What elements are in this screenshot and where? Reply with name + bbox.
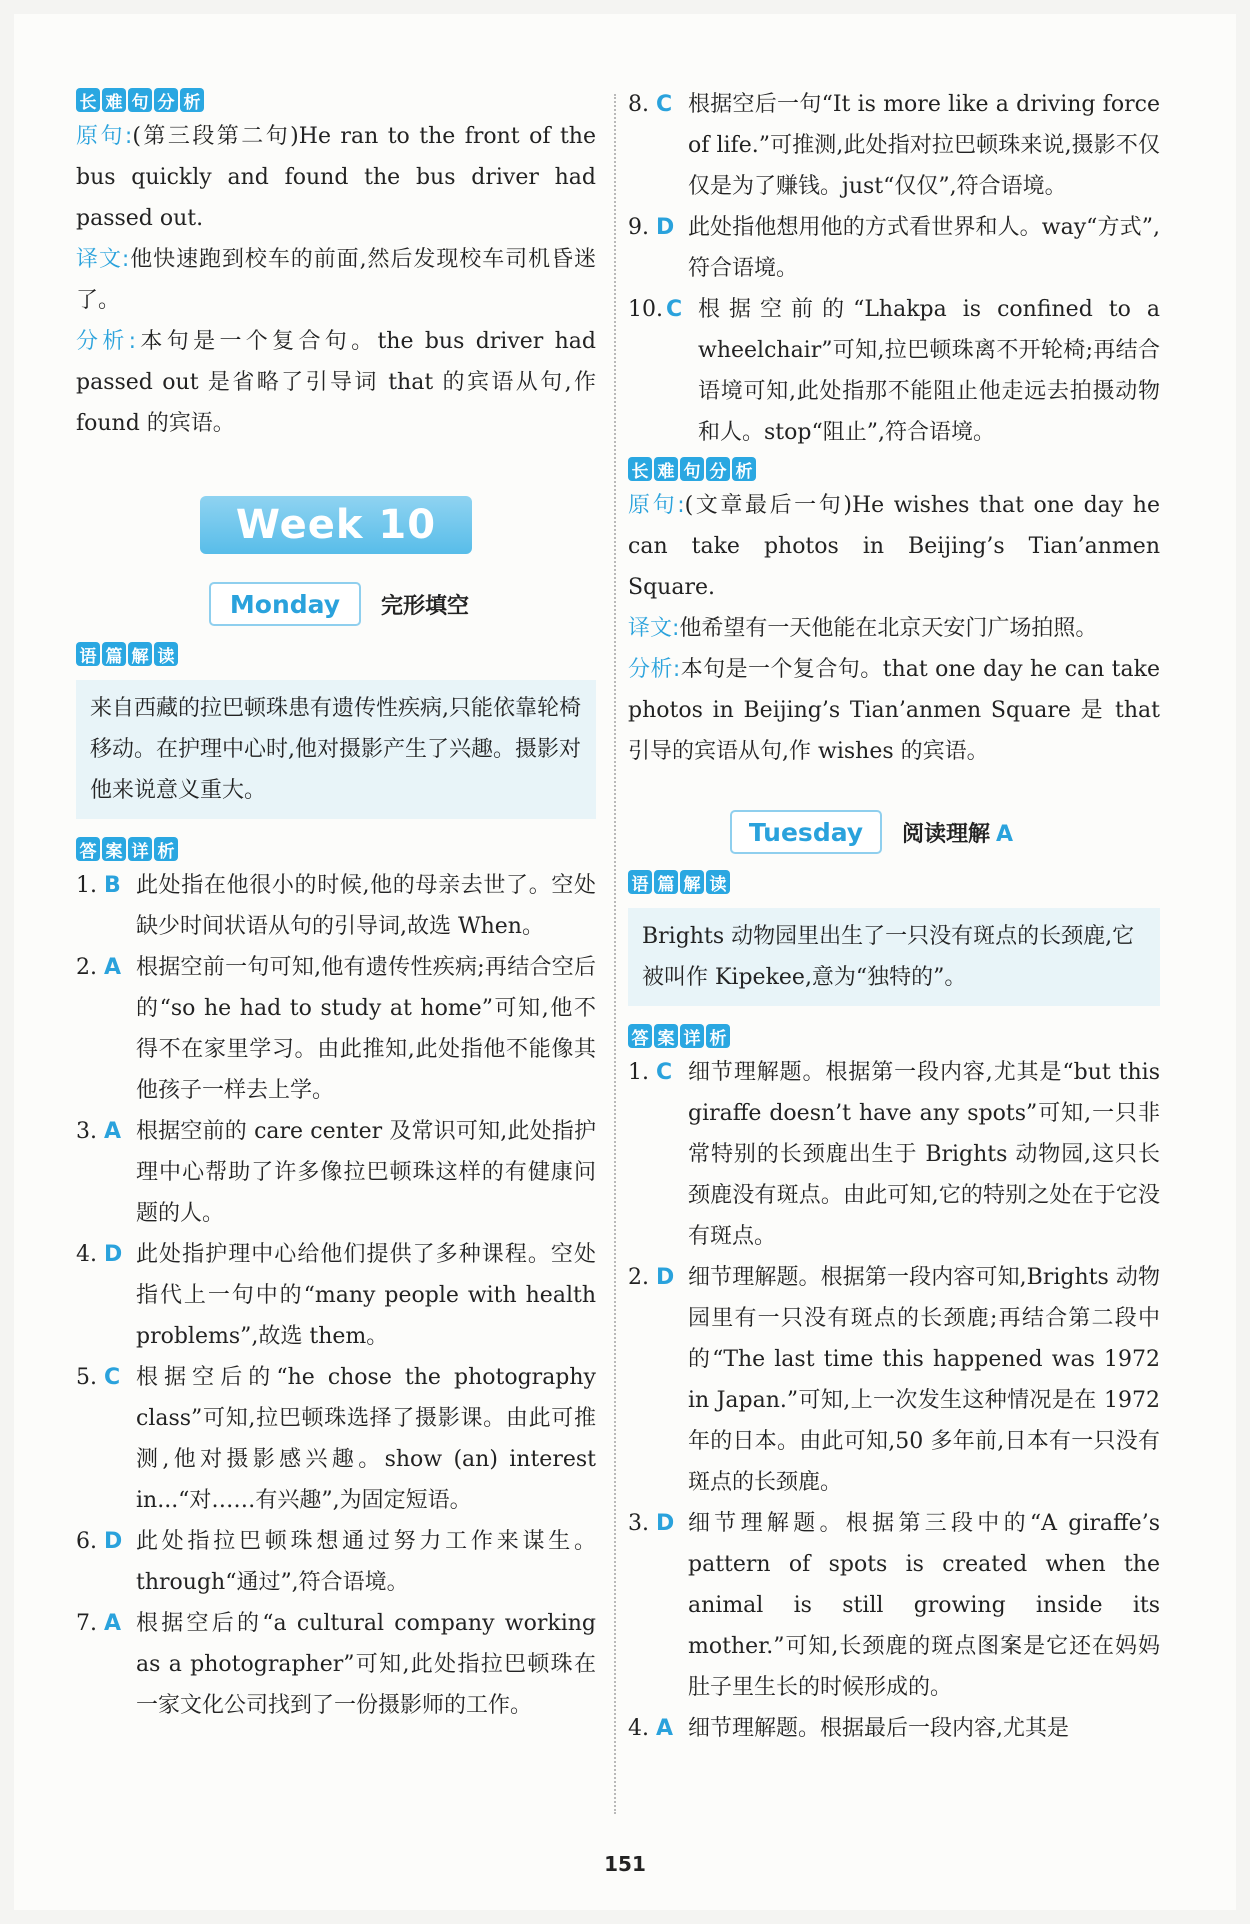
item-explanation: 根据空后一句“It is more like a driving force of life.”可推测,此处指对拉巴顿珠来说,摄影不仅仅是为了赚钱。just“仅仅”,符合语境。 [688, 92, 1160, 199]
badge-char: 析 [706, 1024, 730, 1048]
badge-char: 分 [154, 88, 178, 112]
item-answer: A [104, 955, 122, 980]
item-explanation: 根据空前的“Lhakpa is confined to a wheelchair”可知,拉巴顿珠离不开轮椅;再结合语境可知,此处指那不能阻止他走远去拍摄动物和人。stop“阻止”,符合语境。 [698, 297, 1160, 445]
item-explanation: 根据空前一句可知,他有遗传性疾病;再结合空后的“so he had to study at home”可知,他不得不在家里学习。由此推知,此处指他不能像其他孩子一样去上学。 [136, 955, 596, 1103]
left-column [76, 84, 596, 1726]
item-number: 2. [628, 1265, 649, 1290]
item-explanation: 此处指他想用他的方式看世界和人。way“方式”,符合语境。 [688, 215, 1160, 281]
item-explanation: 根据空后的“a cultural company working as a photographer”可知,此处指拉巴顿珠在一家文化公司找到了一份摄影师的工作。 [136, 1611, 596, 1718]
item-answer: A [104, 1119, 122, 1144]
badge-char: 难 [654, 457, 678, 481]
item-answer: B [104, 873, 121, 898]
answer-item [76, 865, 596, 947]
original-text: (文章最后一句)He wishes that one day he can take photos in Beijing’s Tian’anmen Square. [628, 493, 1160, 600]
item-answer: D [104, 1529, 123, 1554]
item-answer: D [104, 1242, 123, 1267]
answer-item [76, 1603, 596, 1726]
answer-item [628, 84, 1160, 207]
day-label: Monday [209, 582, 361, 626]
translation-text: 他快速跑到校车的前面,然后发现校车司机昏迷了。 [76, 247, 596, 313]
badge-char: 详 [128, 837, 152, 861]
badge-char: 难 [102, 88, 126, 112]
badge-char: 析 [180, 88, 204, 112]
badge-char: 句 [128, 88, 152, 112]
section-badge-answers [628, 1024, 1160, 1048]
badge-char: 答 [628, 1024, 652, 1048]
translation-text: 他希望有一天他能在北京天安门广场拍照。 [679, 616, 1098, 641]
answer-item [76, 1521, 596, 1603]
answer-item [76, 947, 596, 1111]
badge-char: 详 [680, 1024, 704, 1048]
item-explanation: 此处指护理中心给他们提供了多种课程。空处指代上一句中的“many people with health problems”,故选 them。 [136, 1242, 596, 1349]
answer-item [628, 289, 1160, 453]
badge-char: 解 [128, 642, 152, 666]
item-number: 4. [628, 1716, 649, 1741]
badge-char: 案 [102, 837, 126, 861]
day-label: Tuesday [730, 810, 882, 854]
item-answer: A [104, 1611, 122, 1636]
badge-char: 篇 [654, 870, 678, 894]
original-text: (第三段第二句)He ran to the front of the bus quickly and found the bus driver had passed out. [76, 124, 596, 231]
item-number: 8. [628, 92, 649, 117]
item-number: 6. [76, 1529, 97, 1554]
day-header-tuesday [730, 810, 1160, 854]
day-title-suffix: A [996, 821, 1014, 847]
item-answer: C [656, 92, 673, 117]
item-number: 9. [628, 215, 649, 240]
section-badge-long-sentence [628, 457, 1160, 481]
badge-char: 析 [732, 457, 756, 481]
page-number: 151 [604, 1852, 646, 1876]
day-header-monday [209, 582, 596, 626]
item-number: 2. [76, 955, 97, 980]
item-number: 1. [628, 1060, 649, 1085]
label-analysis: 分析: [628, 657, 681, 682]
section-badge-answers [76, 837, 596, 861]
reading-summary: 来自西藏的拉巴顿珠患有遗传性疾病,只能依靠轮椅移动。在护理中心时,他对摄影产生了兴趣。摄影对他来说意义重大。 [76, 680, 596, 819]
item-explanation: 细节理解题。根据第三段中的“A giraffe’s pattern of spots is created when the animal is still growing inside its mother.”可知,长颈鹿的斑点图案是它还在妈妈肚子里生长的时候形成的。 [688, 1511, 1160, 1700]
answer-item [628, 1257, 1160, 1503]
answer-item [628, 1708, 1160, 1749]
item-number: 4. [76, 1242, 97, 1267]
translation [628, 608, 1160, 649]
item-number: 5. [76, 1365, 97, 1390]
badge-char: 答 [76, 837, 100, 861]
original-sentence [628, 485, 1160, 608]
answer-item [628, 207, 1160, 289]
analysis [628, 649, 1160, 772]
item-explanation: 此处指拉巴顿珠想通过努力工作来谋生。through“通过”,符合语境。 [136, 1529, 596, 1595]
badge-char: 解 [680, 870, 704, 894]
analysis-text: 本句是一个复合句。that one day he can take photos in Beijing’s Tian’anmen Square 是 that 引导的宾语从句,作 wishes 的宾语。 [628, 657, 1160, 764]
item-number: 3. [628, 1511, 649, 1536]
answer-item [628, 1052, 1160, 1257]
badge-char: 读 [154, 642, 178, 666]
item-explanation: 此处指在他很小的时候,他的母亲去世了。空处缺少时间状语从句的引导词,故选 When。 [136, 873, 596, 939]
badge-char: 分 [706, 457, 730, 481]
column-divider [614, 94, 616, 1814]
badge-char: 析 [154, 837, 178, 861]
section-badge-reading [76, 642, 596, 666]
day-title: 完形填空 [381, 593, 470, 619]
section-badge-reading [628, 870, 1160, 894]
item-number: 7. [76, 1611, 97, 1636]
item-number: 10. [628, 297, 663, 322]
badge-char: 篇 [102, 642, 126, 666]
day-title-text: 阅读理解 [902, 821, 991, 847]
original-sentence [76, 116, 596, 239]
item-answer: D [656, 1511, 675, 1536]
badge-char: 长 [76, 88, 100, 112]
analysis-text: 本句是一个复合句。the bus driver had passed out 是省略了引导词 that 的宾语从句,作 found 的宾语。 [76, 329, 596, 436]
answer-item [76, 1234, 596, 1357]
item-answer: C [666, 297, 683, 322]
label-analysis: 分析: [76, 329, 137, 354]
badge-char: 读 [706, 870, 730, 894]
translation [76, 239, 596, 321]
answer-item [76, 1357, 596, 1521]
item-answer: D [656, 215, 675, 240]
item-number: 1. [76, 873, 97, 898]
label-translation: 译文: [76, 247, 130, 272]
item-explanation: 细节理解题。根据第一段内容可知,Brights 动物园里有一只没有斑点的长颈鹿;再结合第二段中的“The last time this happened was 1972 in Japan.”可知,上一次发生这种情况是在 1972 年的日本。由此可知,50 多年前,日本有一只没有斑点的长颈鹿。 [688, 1265, 1160, 1495]
day-title [902, 817, 1013, 848]
badge-char: 句 [680, 457, 704, 481]
label-translation: 译文: [628, 616, 680, 641]
analysis [76, 321, 596, 444]
week-banner: Week 10 [200, 496, 472, 554]
badge-char: 长 [628, 457, 652, 481]
item-answer: C [104, 1365, 121, 1390]
right-column [628, 84, 1160, 1749]
answer-item [628, 1503, 1160, 1708]
item-explanation: 细节理解题。根据第一段内容,尤其是“but this giraffe doesn’t have any spots”可知,一只非常特别的长颈鹿出生于 Brights 动物园,这只长颈鹿没有斑点。由此可知,它的特别之处在于它没有斑点。 [688, 1060, 1160, 1249]
answer-item [76, 1111, 596, 1234]
item-answer: C [656, 1060, 673, 1085]
page [14, 14, 1236, 1910]
reading-summary: Brights 动物园里出生了一只没有斑点的长颈鹿,它被叫作 Kipekee,意为“独特的”。 [628, 908, 1160, 1006]
item-explanation: 根据空后的“he chose the photography class”可知,拉巴顿珠选择了摄影课。由此可推测,他对摄影感兴趣。show (an) interest in...“对……有兴趣”,为固定短语。 [136, 1365, 596, 1513]
label-original: 原句: [76, 124, 133, 149]
item-answer: D [656, 1265, 675, 1290]
item-explanation: 根据空前的 care center 及常识可知,此处指护理中心帮助了许多像拉巴顿珠这样的有健康问题的人。 [136, 1119, 596, 1226]
badge-char: 案 [654, 1024, 678, 1048]
label-original: 原句: [628, 493, 685, 518]
item-explanation: 细节理解题。根据最后一段内容,尤其是 [688, 1716, 1069, 1741]
section-badge-long-sentence [76, 88, 596, 112]
badge-char: 语 [628, 870, 652, 894]
item-answer: A [656, 1716, 674, 1741]
item-number: 3. [76, 1119, 97, 1144]
badge-char: 语 [76, 642, 100, 666]
